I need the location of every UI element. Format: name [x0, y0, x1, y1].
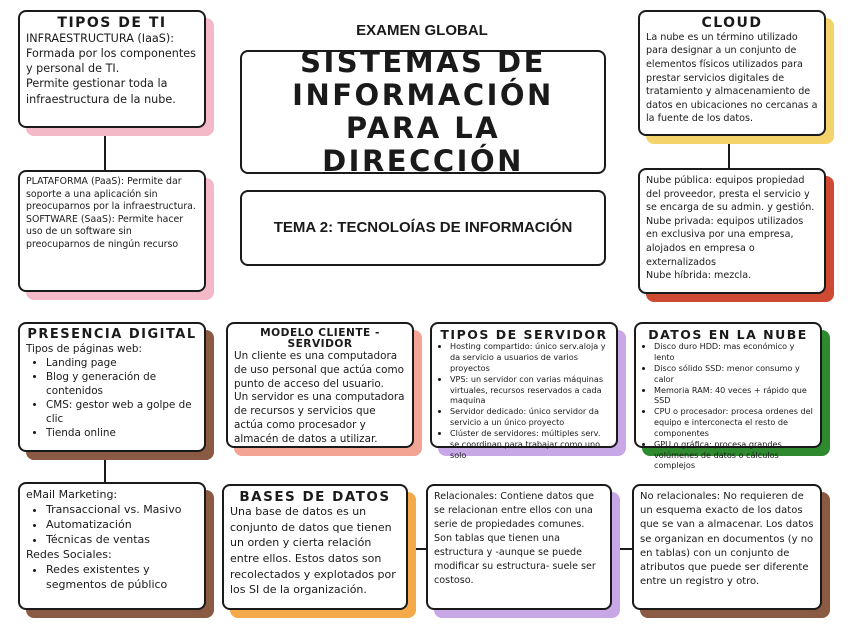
connector-presencia [104, 452, 106, 482]
cloud-hibrida: Nube híbrida: mezcla. [646, 270, 752, 282]
connector-cloud [728, 136, 730, 168]
presencia-list [26, 356, 198, 441]
social-item: • Redes existentes y segmentos de público [46, 563, 198, 593]
no-relacionales-text: No relacionales: No requieren de un esquema exacto de los datos que se van a almacenar. Los datos se organizan en documentos (y no en tablas) con un conjunto de atributos que puede ser diferente entre un registro y otro. [640, 491, 814, 588]
cloud-privada: Nube privada: equipos utilizados en exclusiva por una empresa, alojados en empresa o externalizados [646, 215, 804, 268]
tipos-ti-saas: SOFTWARE (SaaS): Permite hacer uso de un software sin preocuparnos de ningún recurso [26, 213, 184, 250]
connector-bases-relacionales [408, 548, 426, 550]
tipos-ti-card [18, 10, 206, 128]
bases-datos-card [222, 484, 408, 610]
exam-label: EXAMEN GLOBAL [356, 22, 488, 39]
servidor-type-item: • Servidor dedicado: único servidor da servicio a un único proyecto [450, 406, 610, 428]
tipos-servidor-heading: TIPOS DE SERVIDOR [440, 327, 608, 342]
servidor-type-item: • VPS: un servidor con varias máquinas virtuales, recursos reservados a cada maquina [450, 374, 610, 407]
tipos-ti-infra-2: Permite gestionar toda la infraestructura de la nube. [26, 77, 176, 106]
tipos-ti-services-card [18, 170, 206, 292]
social-list [26, 563, 198, 593]
page-title: SISTEMAS DE INFORMACIÓN PARA LA DIRECCIÓN [292, 44, 554, 179]
datos-nube-item: • GPU o gráfica: procesa grandes volúmenes de datos o cálculos complejos [654, 439, 814, 472]
cliente-text: Un cliente es una computadora de uso personal que actúa como punto de acceso del usuario. [234, 350, 404, 390]
email-item: • Transaccional vs. Masivo [46, 503, 198, 518]
presencia-item: • Landing page [46, 356, 198, 370]
email-list [26, 503, 198, 548]
tipos-ti-infra: INFRAESTRUCTURA (IaaS): Formada por los componentes y personal de TI. [26, 31, 196, 76]
tipos-ti-heading: TIPOS DE TI [57, 15, 167, 31]
presencia-card [18, 322, 206, 452]
presencia-item: • CMS: gestor web a golpe de clic [46, 398, 198, 426]
datos-nube-item: • Disco duro HDD: mas económico y lento [654, 341, 814, 363]
cloud-description: La nube es un término utilizado para designar a un conjunto de elementos físicos utilizados para prestar servicios digitales de tratamiento y almacenamiento de datos en ubicaciones no cercanas a la fuente de los datos. [646, 31, 818, 125]
presencia-item: • Tienda online [46, 426, 198, 440]
relacionales-text: Relacionales: Contiene datos que se relacionan entre ellos con una serie de propiedades comunes. Son tablas que tienen una estructura y -aunque se puede modificar su estructura- suele ser costoso. [434, 491, 596, 586]
cloud-card [638, 10, 826, 136]
presencia-intro: Tipos de páginas web: [26, 342, 142, 355]
servidor-type-item: • Clúster de servidores: múltiples serv. se coordinan para trabajar como uno solo [450, 428, 610, 461]
datos-nube-card [634, 322, 822, 471]
email-label: eMail Marketing: [26, 488, 118, 501]
connector-tipos-ti [104, 128, 106, 170]
connector-relacionales-norelacionales [612, 548, 632, 550]
tipos-servidor-list [438, 341, 610, 460]
servidor-type-item: • Hosting compartido: único serv.aloja y da servicio a usuarios de varios proyectos [450, 341, 610, 374]
tipos-ti-paas: PLATAFORMA (PaaS): Permite dar soporte a una aplicación sin preocuparnos por la infraestructura. [26, 176, 196, 213]
email-item: • Automatización [46, 518, 198, 533]
relacionales-card [426, 484, 612, 610]
social-label: Redes Sociales: [26, 547, 112, 561]
subtitle-card [240, 190, 606, 266]
tipos-servidor-card [430, 322, 618, 460]
cloud-publica: Nube pública: equipos propiedad del proveedor, presta el servicio y se encarga de su admin. y gestión. [646, 175, 815, 214]
no-relacionales-card [632, 484, 822, 610]
bases-datos-text: Una base de datos es un conjunto de datos que tienen un orden y cierta relación entre ellos. Estos datos son recolectados y explotados por los SI de la organización. [230, 505, 396, 597]
presencia-item: • Blog y generación de contenidos [46, 370, 198, 398]
page-subtitle: TEMA 2: TECNOLOÍAS DE INFORMACIÓN [273, 219, 573, 237]
datos-nube-item: • CPU o procesador: procesa ordenes del equipo e interconecta el resto de componentes [654, 406, 814, 439]
cloud-heading: CLOUD [701, 15, 763, 31]
bases-datos-heading: BASES DE DATOS [239, 489, 391, 505]
cliente-servidor-heading: MODELO CLIENTE - SERVIDOR [260, 327, 380, 351]
presencia-heading: PRESENCIA DIGITAL [27, 327, 197, 342]
email-item: • Técnicas de ventas [46, 533, 198, 548]
datos-nube-heading: DATOS EN LA NUBE [648, 327, 808, 342]
cliente-servidor-card [226, 322, 414, 448]
marketing-card [18, 482, 206, 610]
cloud-types-card [638, 168, 826, 294]
datos-nube-item: • Disco sólido SSD: menor consumo y calor [654, 363, 814, 385]
servidor-text: Un servidor es una computadora de recursos y servicios que actúa como procesador y almacén de datos a utilizar. [234, 391, 405, 445]
title-card [240, 44, 606, 179]
datos-nube-list [642, 341, 814, 471]
datos-nube-item: • Memoria RAM: 40 veces + rápido que SSD [654, 385, 814, 407]
